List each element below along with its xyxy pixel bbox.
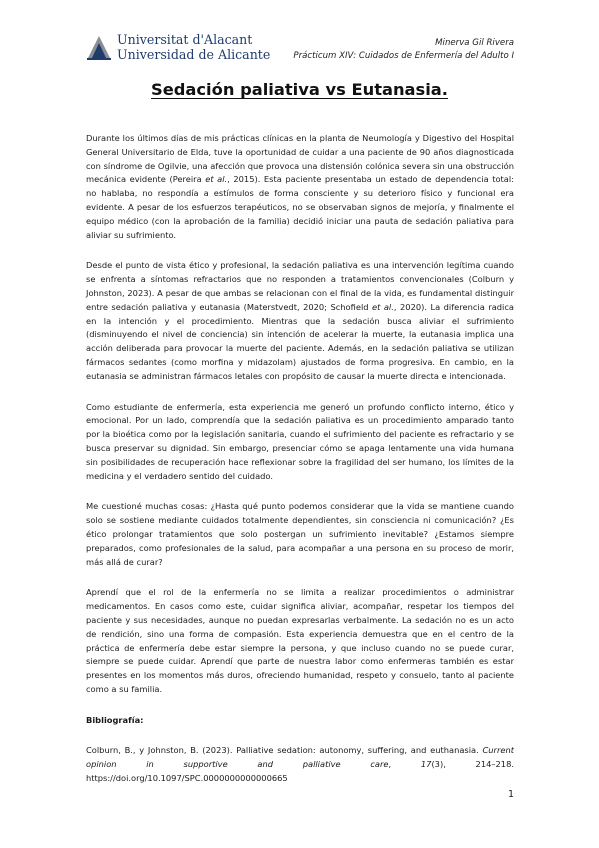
logo-text (117, 32, 270, 62)
paragraph-2 (86, 259, 514, 383)
document-body (86, 132, 514, 786)
reference-1 (86, 744, 514, 785)
paragraph-1-text-a: Durante los últimos días de mis prácticas clínicas en la planta de Neumología y Digestivo del Hospital General Universitario de Elda, tuve la oportunidad de cuidar a una paciente de 90 años diagnosticada con síndrome de Ogilvie, una afección que provoca una distensión colónica severa sin una obstrucción mecánica evidente (Pereira (86, 133, 514, 185)
reference-1-journal: Current opinion in supportive and palliative care (86, 745, 514, 770)
header-info (293, 37, 514, 63)
reference-1-pages-doi[interactable]: (3), 214–218. https://doi.org/10.1097/SPC.0000000000000665 (86, 759, 514, 784)
bibliography-heading: Bibliografía: (86, 714, 144, 725)
paragraph-2-text-a: Desde el punto de vista ético y profesional, la sedación paliativa es una intervención legítima cuando se enfrenta a síntomas refractarios que no responden a tratamientos convencionales (Colburn y Johnston, 2023). A pesar de que ambas se relacionan con el final de la vida, es fundamental distinguir entre sedación paliativa y eutanasia (Materstvedt, 2020; Schofield (86, 260, 514, 312)
paragraph-4: Me cuestioné muchas cosas: ¿Hasta qué punto podemos considerar que la vida se mantiene cuando solo se sostiene mediante cuidados totalmente dependientes, sin consciencia ni comunicación? ¿Es ético prolongar tratamientos que solo postergan un sufrimiento inevitable? ¿Estamos siempre preparados, como profesionales de la salud, para acompañar a una persona en su proceso de morir, más allá de curar? (86, 501, 514, 567)
page-header (86, 30, 514, 70)
logo-line-2: Universidad de Alicante (117, 47, 271, 62)
paragraph-1 (86, 132, 514, 242)
reference-1-sep: , (388, 759, 421, 770)
university-logo[interactable] (86, 30, 271, 66)
page-number: 1 (507, 789, 514, 800)
logo-line-1: Universitat d'Alacant (117, 32, 253, 47)
paragraph-1-etal: et al. (205, 174, 228, 185)
reference-1-volume: 17 (420, 759, 432, 770)
paragraph-3: Como estudiante de enfermería, esta experiencia me generó un profundo conflicto interno, ético y emocional. Por un lado, comprendía que la sedación paliativa es un procedimiento amparado tanto por la bioética como por la legislación sanitaria, cuando el sufrimiento del paciente es refractario y se busca preservar su dignidad. Sin embargo, presenciar cómo se apaga lentamente una vida humana sin posibilidades de recuperación hace reflexionar sobre la fragilidad del ser humano, los límites de la medicina y el verdadero sentido del cuidado. (86, 401, 514, 481)
course-name: Prácticum XIV: Cuidados de Enfermería del Adulto I (293, 51, 514, 61)
paragraph-2-etal: et al. (372, 301, 394, 312)
paragraph-2-text-b: , 2020). La diferencia radica en la intención y el procedimiento. Mientras que la sedación busca aliviar el sufrimiento (disminuyendo el nivel de conciencia) sin intención de acelerar la muerte, la eutanasia implica una acción deliberada para provocar la muerte del paciente. Además, en la sedación paliativa se utilizan fármacos sedantes (como morfina y midazolam) ajustados de forma progresiva. En cambio, en la eutanasia se administran fármacos letales con propósito de causar la muerte directa e intencionada. (86, 301, 514, 381)
author-name: Minerva Gil Rivera (435, 38, 514, 48)
university-emblem-icon (86, 35, 112, 61)
paragraph-1-text-b: , 2015). Esta paciente presentaba un estado de dependencia total: no hablaba, no respondía a estímulos de forma consciente y su deterioro físico y funcional era evidente. A pesar de los esfuerzos terapéuticos, no se observaban signos de mejoría, y finalmente el equipo médico (con la aprobación de la familia) decidió iniciar una pauta de sedación paliativa para aliviar su sufrimiento. (86, 174, 514, 240)
reference-1-authors: Colburn, B., y Johnston, B. (2023). Palliative sedation: autonomy, suffering, and euthanasia. (86, 745, 483, 756)
document-title: Sedación paliativa vs Eutanasia. (151, 80, 448, 99)
paragraph-5: Aprendí que el rol de la enfermería no se limita a realizar procedimientos o administrar medicamentos. En casos como este, cuidar significa aliviar, acompañar, respetar los tiempos del paciente y sus necesidades, aunque no puedan expresarlas verbalmente. La sedación no es un acto de rendición, sino una forma de compasión. Esta experiencia demuestra que en el centro de la práctica de enfermería debe estar siempre la persona, y que incluso cuando no se puede curar, siempre se puede cuidar. Aprendí que parte de nuestra labor como enfermeras también es estar presentes en los momentos más duros, ofreciendo humanidad, respeto y consuelo, tanto al paciente como a su familia. (86, 587, 514, 694)
